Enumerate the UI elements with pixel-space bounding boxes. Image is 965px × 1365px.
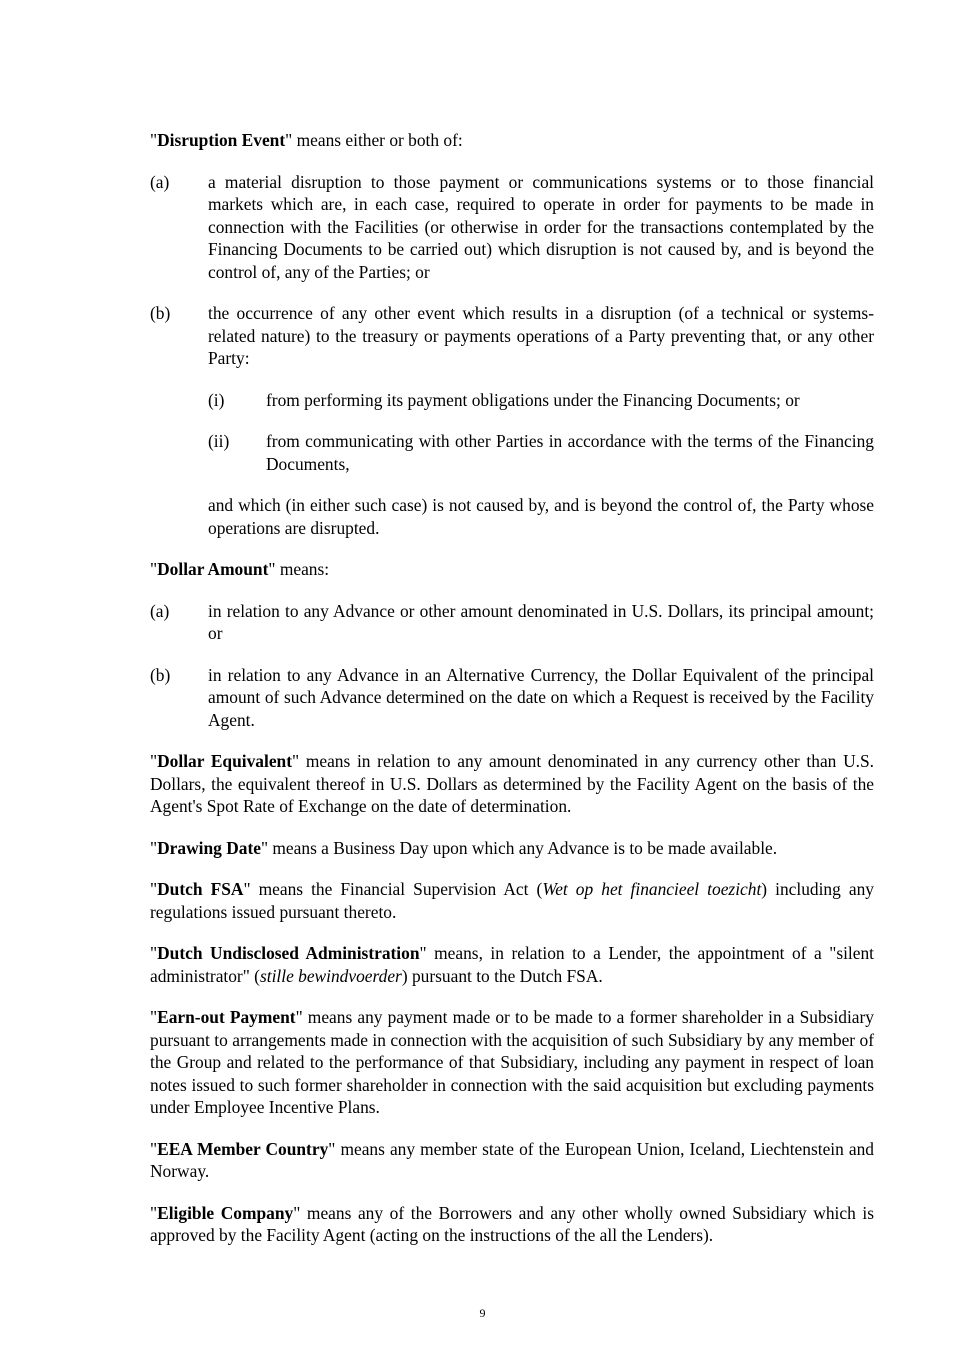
term: EEA Member Country (157, 1138, 329, 1159)
definition-eea-member-country: "EEA Member Country" means any member state of the European Union, Iceland, Liechtenstein and Norway. (150, 1138, 874, 1181)
item-text: from communicating with other Parties in accordance with the terms of the Financing Documents, (266, 431, 874, 474)
sub-list-item (150, 430, 874, 475)
term: Dollar Amount (157, 559, 269, 579)
term: Earn-out Payment (157, 1007, 296, 1027)
term: Dollar Equivalent (157, 751, 293, 771)
item-label: (a) (150, 600, 170, 621)
term: Drawing Date (157, 837, 261, 858)
continuation-text: and which (in either such case) is not caused by, and is beyond the control of, the Party whose operations are disrupted. (208, 495, 874, 538)
term: Dutch Undisclosed Administration (157, 943, 420, 963)
definition-dutch-fsa: "Dutch FSA" means the Financial Supervision Act (Wet op het financieel toezicht) including any regulations issued pursuant thereto. (150, 879, 874, 922)
item-label: (a) (150, 171, 170, 192)
term: Dutch FSA (157, 879, 244, 899)
definition-drawing-date: "Drawing Date" means a Business Day upon which any Advance is to be made available. (150, 837, 778, 858)
list-item (150, 302, 874, 370)
sub-list-item (150, 389, 874, 412)
item-text: the occurrence of any other event which results in a disruption (of a technical or systems-related nature) to the treasury or payments operations of a Party preventing that, or any other Party: (208, 303, 874, 368)
definition-dollar-amount: "Dollar Amount" means: (150, 559, 330, 579)
definition-eligible-company: "Eligible Company" means any of the Borrowers and any other wholly owned Subsidiary which is approved by the Facility Agent (acting on the instructions of the all the Lenders). (150, 1202, 874, 1245)
list-item (150, 600, 874, 645)
definition-dollar-equivalent: "Dollar Equivalent" means in relation to any amount denominated in any currency other than U.S. Dollars, the equivalent thereof in U.S. Dollars as determined by the Facility Agent on the basis of the Agent's Spot Rate of Exchange on the date of determination. (150, 751, 874, 816)
item-label: (b) (150, 303, 171, 323)
item-label: (ii) (208, 431, 230, 451)
document-page (150, 129, 874, 1266)
definition-earn-out-payment: "Earn-out Payment" means any payment made or to be made to a former shareholder in a Subsidiary pursuant to arrangements made in connection with the acquisition of such Subsidiary by any member of the Group and related to the performance of that Subsidiary, including any payment in respect of loan notes issued to such former shareholder in connection with the said acquisition but excluding payments under Employee Incentive Plans. (150, 1007, 875, 1117)
list-item (150, 664, 874, 732)
definition-dutch-undisclosed-administration: "Dutch Undisclosed Administration" means, in relation to a Lender, the appointment of a "silent administrator" (stille bewindvoerder) pursuant to the Dutch FSA. (150, 943, 874, 986)
item-label: (b) (150, 664, 171, 685)
item-label: (i) (208, 389, 225, 410)
definition-disruption-event: "Disruption Event" means either or both of: (150, 130, 463, 150)
term: Disruption Event (157, 130, 286, 150)
item-text: in relation to any Advance or other amount denominated in U.S. Dollars, its principal amount; or (208, 600, 874, 643)
page-number: 9 (479, 1306, 486, 1320)
item-text: a material disruption to those payment or communications systems or to those financial markets which are, in each case, required to operate in order for payments to be made in connection with the Facilities (or otherwise in order for the transactions contemplated by the Financing Documents to be carried out) which disruption is not caused by, and is beyond the control of, any of the Parties; or (208, 171, 874, 282)
list-item (150, 171, 874, 284)
item-text: in relation to any Advance in an Alternative Currency, the Dollar Equivalent of the principal amount of such Advance determined on the date on which a Request is received by the Facility Agent. (208, 664, 874, 730)
term: Eligible Company (157, 1202, 294, 1223)
item-text: from performing its payment obligations under the Financing Documents; or (266, 389, 800, 410)
